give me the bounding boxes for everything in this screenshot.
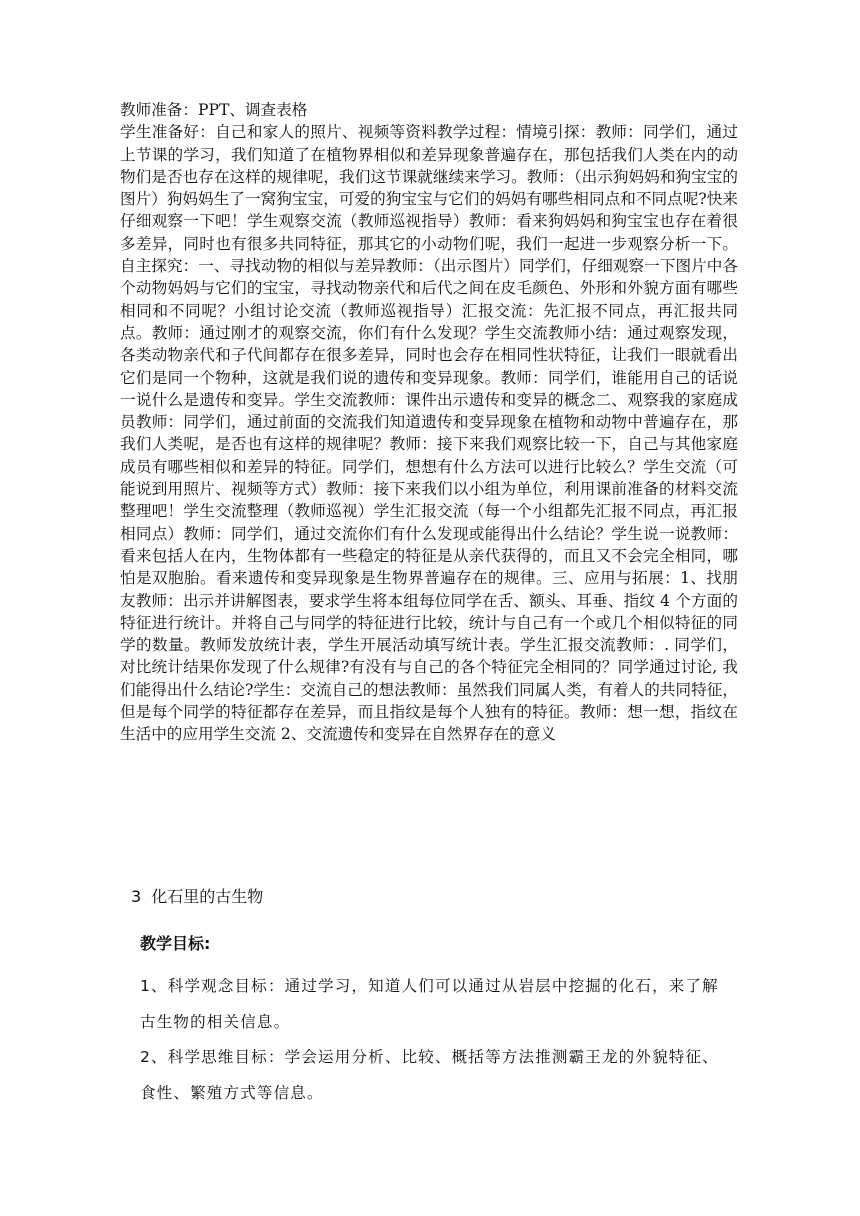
teacher-preparation-line: 教师准备：PPT、调查表格 — [120, 101, 308, 119]
section-title: 化石里的古生物 — [151, 887, 264, 906]
objectives-heading: 教学目标: — [140, 934, 211, 953]
lesson-body-text — [120, 99, 738, 746]
section-number: 3 — [131, 887, 142, 906]
lesson-process-paragraph: 学生准备好：自己和家人的照片、视频等资料教学过程：情境引探：教师：同学们，通过上节课的学习，我们知道了在植物界相似和差异现象普遍存在，那包括我们人类在内的动物们是否也存在这样的规律呢，我们这节课就继续来学习。教师：（出示狗妈妈和狗宝宝的图片）狗妈妈生了一窝狗宝宝，可爱的狗宝宝与它们的妈妈有哪些相同点和不同点呢?快来仔细观察一下吧！学生观察交流（教师巡视指导）教师：看来狗妈妈和狗宝宝也存在着很多差异，同时也有很多共同特征，那其它的小动物们呢，我们一起进一步观察分析一下。自主探究：一、寻找动物的相似与差异教师：（出示图片）同学们，仔细观察一下图片中各个动物妈妈与它们的宝宝，寻找动物亲代和后代之间在皮毛颜色、外形和外貌方面有哪些相同和不同呢？小组讨论交流（教师巡视指导）汇报交流：先汇报不同点，再汇报共同点。教师：通过刚才的观察交流，你们有什么发现？学生交流教师小结：通过观察发现，各类动物亲代和子代间都存在很多差异，同时也会存在相同性状特征，让我们一眼就看出它们是同一个物种，这就是我们说的遗传和变异现象。教师：同学们，谁能用自己的话说一说什么是遗传和变异。学生交流教师：课件出示遗传和变异的概念二、观察我的家庭成员教师：同学们，通过前面的交流我们知道遗传和变异现象在植物和动物中普遍存在，那我们人类呢，是否也有这样的规律呢？教师：接下来我们观察比较一下，自己与其他家庭成员有哪些相似和差异的特征。同学们，想想有什么方法可以进行比较么？学生交流（可能说到用照片、视频等方式）教师：接下来我们以小组为单位，利用课前准备的材料交流整理吧！学生交流整理（教师巡视）学生汇报交流（每一个小组都先汇报不同点，再汇报相同点）教师：同学们，通过交流你们有什么发现或能得出什么结论？学生说一说教师：看来包括人在内，生物体都有一些稳定的特征是从亲代获得的，而且又不会完全相同，哪怕是双胞胎。看来遗传和变异现象是生物界普遍存在的规律。三、应用与拓展：1、找朋友教师：出示并讲解图表，要求学生将本组每位同学在舌、额头、耳垂、指纹 4 个方面的特征进行统计。并将自己与同学的特征进行比较，统计与自己有一个或几个相似特征的同学的数量。教师发放统计表，学生开展活动填写统计表。学生汇报交流教师：. 同学们，对比统计结果你发现了什么规律?有没有与自己的各个特征完全相同的？同学通过讨论, 我们能得出什么结论?学生：交流自己的想法教师：虽然我们同属人类，有着人的共同特征，但是每个同学的特征都存在差异，而且指纹是每个人独有的特征。教师：想一想，指纹在生活中的应用学生交流 2、交流遗传和变异在自然界存在的意义 — [120, 123, 738, 744]
section-heading — [131, 884, 263, 907]
objective-item-1: 1、科学观念目标：通过学习，知道人们可以通过从岩层中挖掘的化石，来了解古生物的相关信息。 — [140, 977, 719, 1031]
objective-item-2: 2、科学思维目标：学会运用分析、比较、概括等方法推测霸王龙的外貌特征、食性、繁殖方式等信息。 — [140, 1048, 719, 1102]
